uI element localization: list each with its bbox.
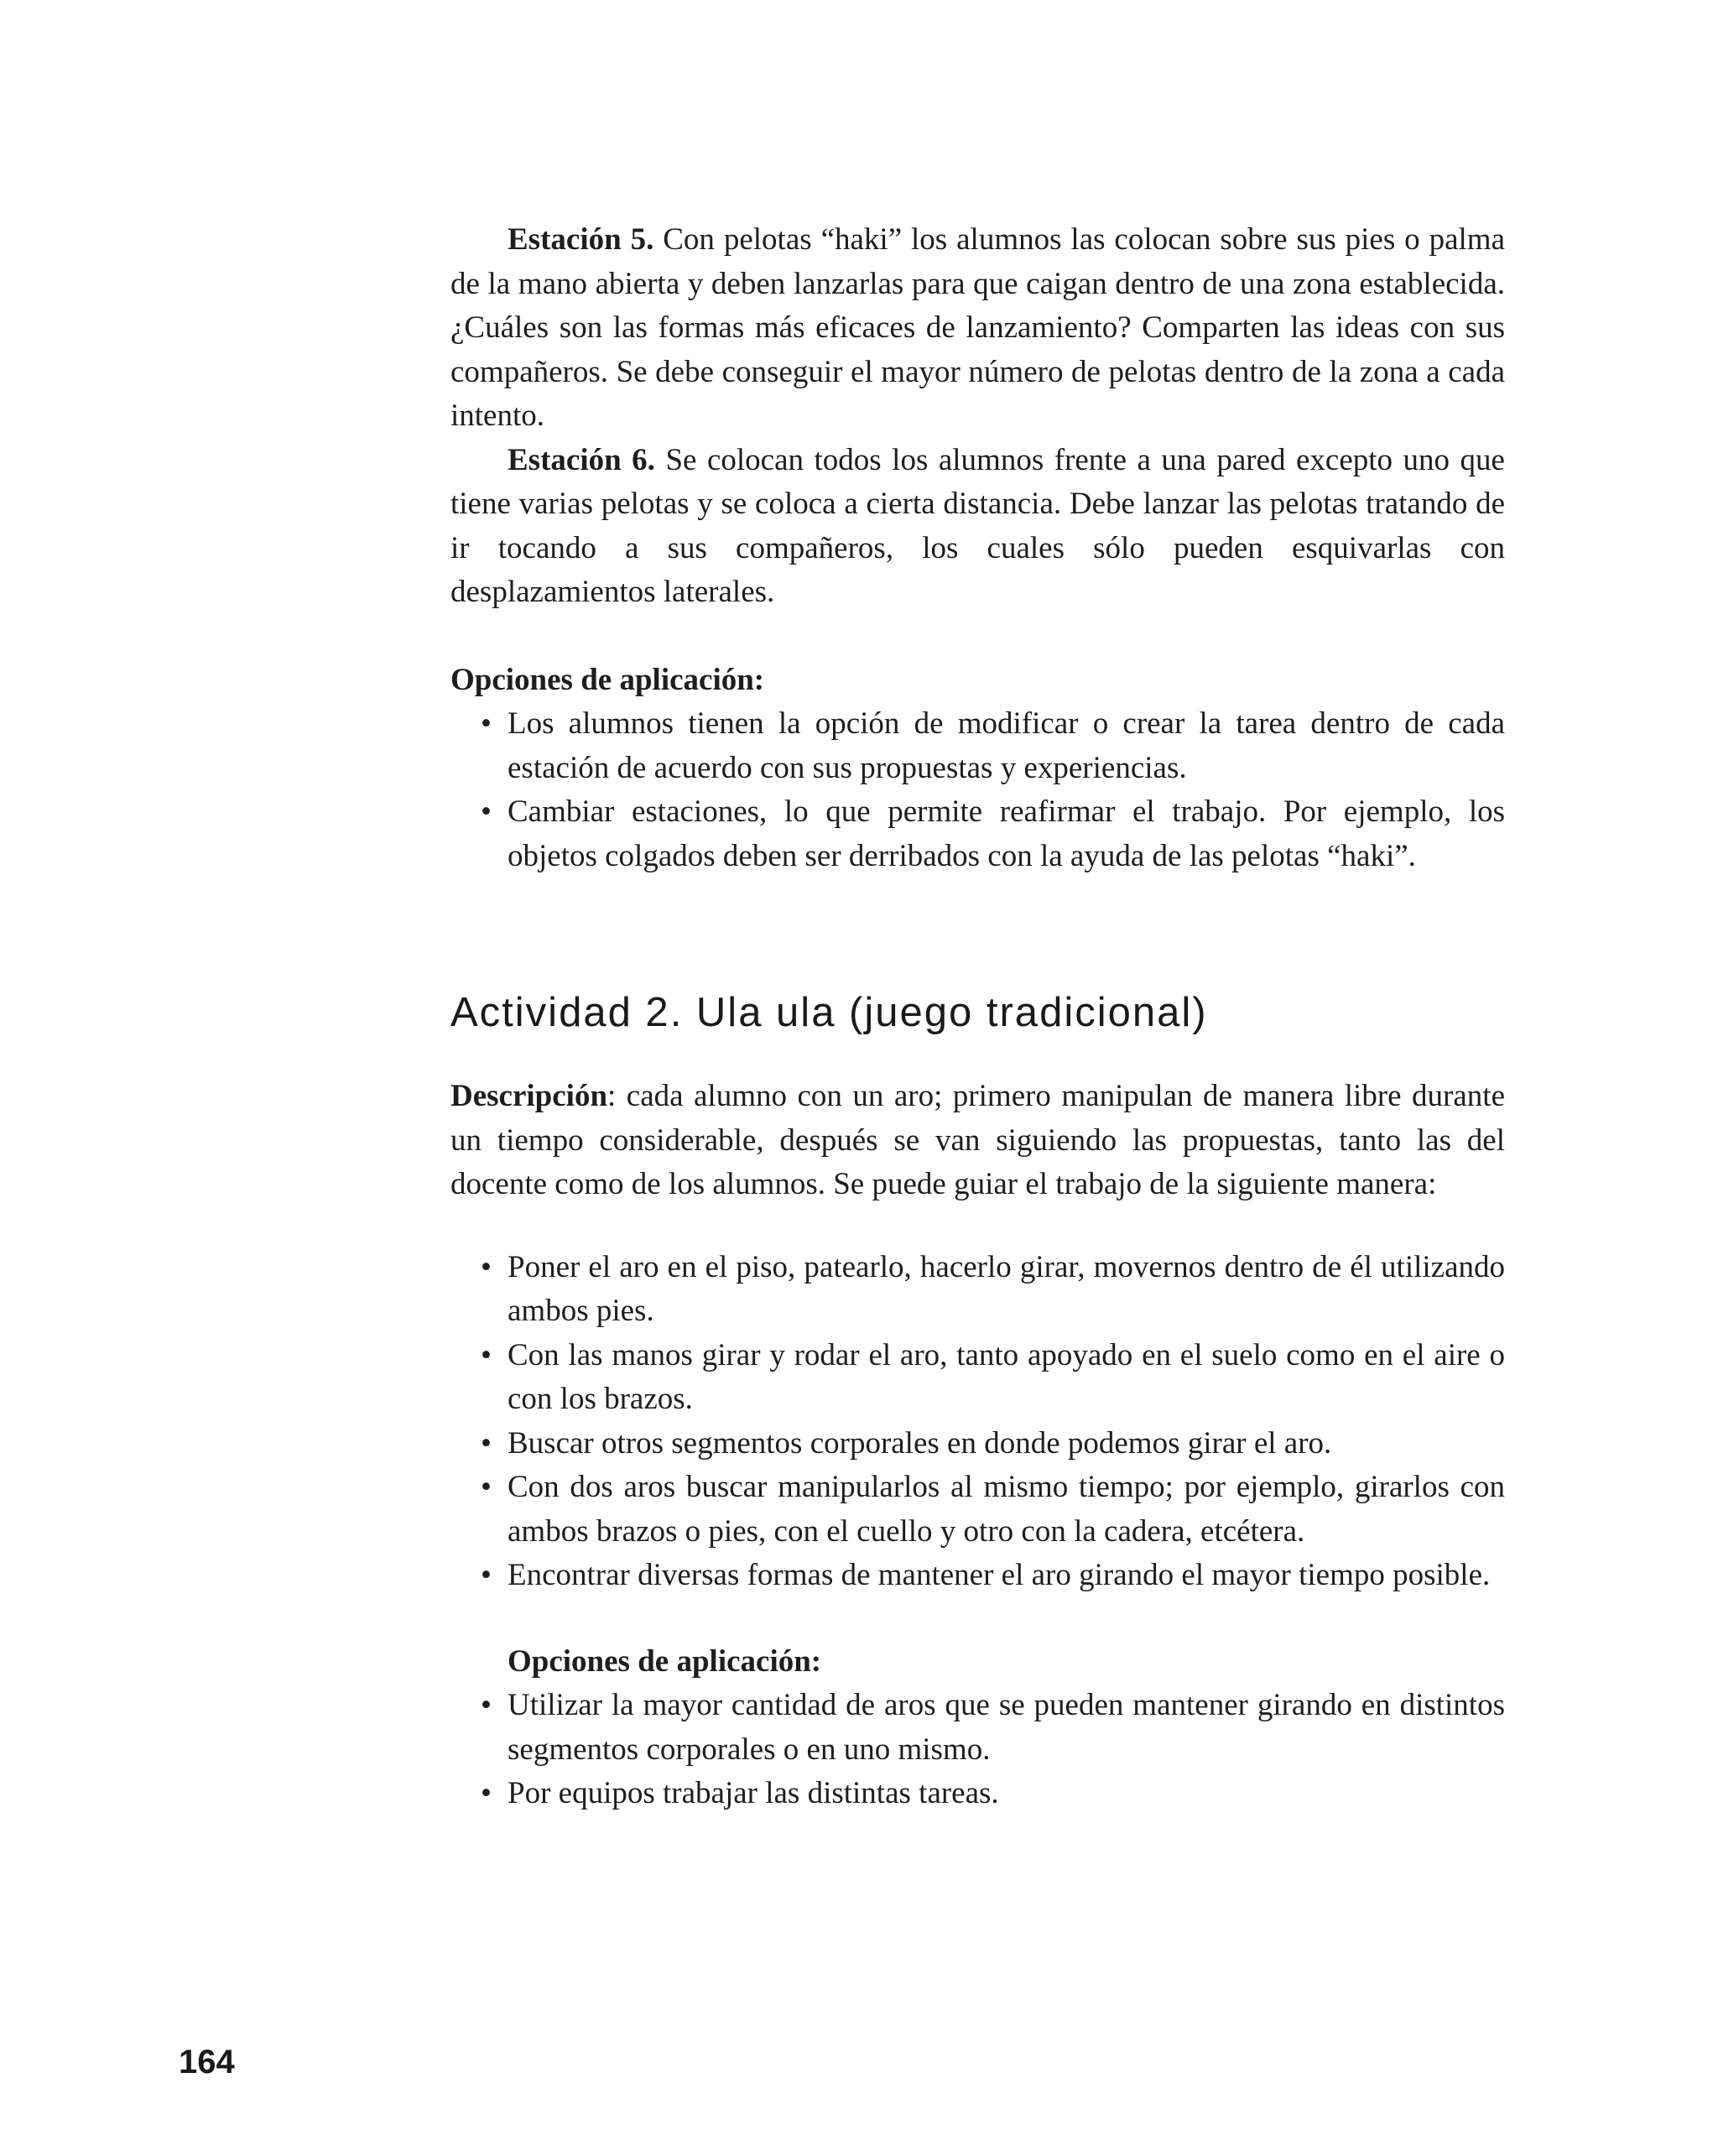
- bullet-icon: •: [481, 1688, 492, 1722]
- estacion-6-text: Se colocan todos los alumnos frente a una pared excepto uno que tiene varias pelotas y se coloca a cierta distancia. Debe lanzar las pelotas tratando de ir tocando a sus compañeros, los cuales sólo pueden esquivarlas con desplazamientos laterales.: [450, 442, 1505, 609]
- opciones-aplicacion-heading-2: Opciones de aplicación:: [508, 1643, 822, 1679]
- bullet-icon: •: [481, 794, 492, 829]
- estacion-5-label: Estación 5.: [508, 222, 654, 257]
- list-item: • Los alumnos tienen la opción de modificar o crear la tarea dentro de cada estación de acuerdo con sus propuestas y experiencias.: [450, 702, 1505, 790]
- activity-heading: Actividad 2. Ula ula (juego tradicional): [450, 990, 1208, 1035]
- bullet-icon: •: [481, 1249, 492, 1284]
- descripcion-label: Descripción: [450, 1079, 608, 1113]
- list-item: • Utilizar la mayor cantidad de aros que se pueden mantener girando en distintos segmentos corporales o en uno mismo.: [450, 1684, 1505, 1772]
- bullet-icon: •: [481, 1470, 492, 1504]
- bullet-icon: •: [481, 1558, 492, 1592]
- bullet-icon: •: [481, 706, 492, 741]
- list-item: • Con las manos girar y rodar el aro, tanto apoyado en el suelo como en el aire o con los brazos.: [450, 1334, 1505, 1422]
- list-item: • Buscar otros segmentos corporales en donde podemos girar el aro.: [450, 1422, 1505, 1466]
- text-column: [450, 218, 1505, 1816]
- opciones-aplicacion-list: [450, 702, 1505, 878]
- list-item: • Cambiar estaciones, lo que permite reafirmar el trabajo. Por ejemplo, los objetos colgados deben ser derribados con la ayuda de las pelotas “haki”.: [450, 790, 1505, 878]
- estacion-5-paragraph: [450, 218, 1505, 439]
- list-item: • Poner el aro en el piso, patearlo, hacerlo girar, movernos dentro de él utilizando ambos pies.: [450, 1246, 1505, 1334]
- bullet-icon: •: [481, 1425, 492, 1461]
- page-number: 164: [179, 2044, 235, 2080]
- list-item: • Con dos aros buscar manipularlos al mismo tiempo; por ejemplo, girarlos con ambos brazos o pies, con el cuello y otro con la cadera, etcétera.: [450, 1466, 1505, 1554]
- bullet-icon: •: [481, 1337, 492, 1372]
- descripcion-paragraph: [450, 1075, 1505, 1207]
- estacion-6-label: Estación 6.: [508, 442, 655, 477]
- opciones-aplicacion-list-2: [450, 1684, 1505, 1816]
- bullet-icon: •: [481, 1776, 492, 1810]
- list-item: • Por equipos trabajar las distintas tareas.: [450, 1772, 1505, 1816]
- list-item: • Encontrar diversas formas de mantener el aro girando el mayor tiempo posible.: [450, 1554, 1505, 1598]
- opciones-aplicacion-heading: Opciones de aplicación:: [450, 662, 765, 697]
- estacion-5-text: Con pelotas “haki” los alumnos las colocan sobre sus pies o palma de la mano abierta y deben lanzarlas para que caigan dentro de una zona establecida. ¿Cuáles son las formas más eficaces de lanzamiento? Comparten las ideas con sus compañeros. Se debe conseguir el mayor número de pelotas dentro de la zona a cada intento.: [450, 222, 1505, 433]
- descripcion-text: : cada alumno con un aro; primero manipulan de manera libre durante un tiempo considerable, después se van siguiendo las propuestas, tanto las del docente como de los alumnos. Se puede guiar el trabajo de la siguiente manera:: [450, 1079, 1505, 1201]
- estacion-6-paragraph: [450, 439, 1505, 615]
- actividad-steps-list: [450, 1246, 1505, 1598]
